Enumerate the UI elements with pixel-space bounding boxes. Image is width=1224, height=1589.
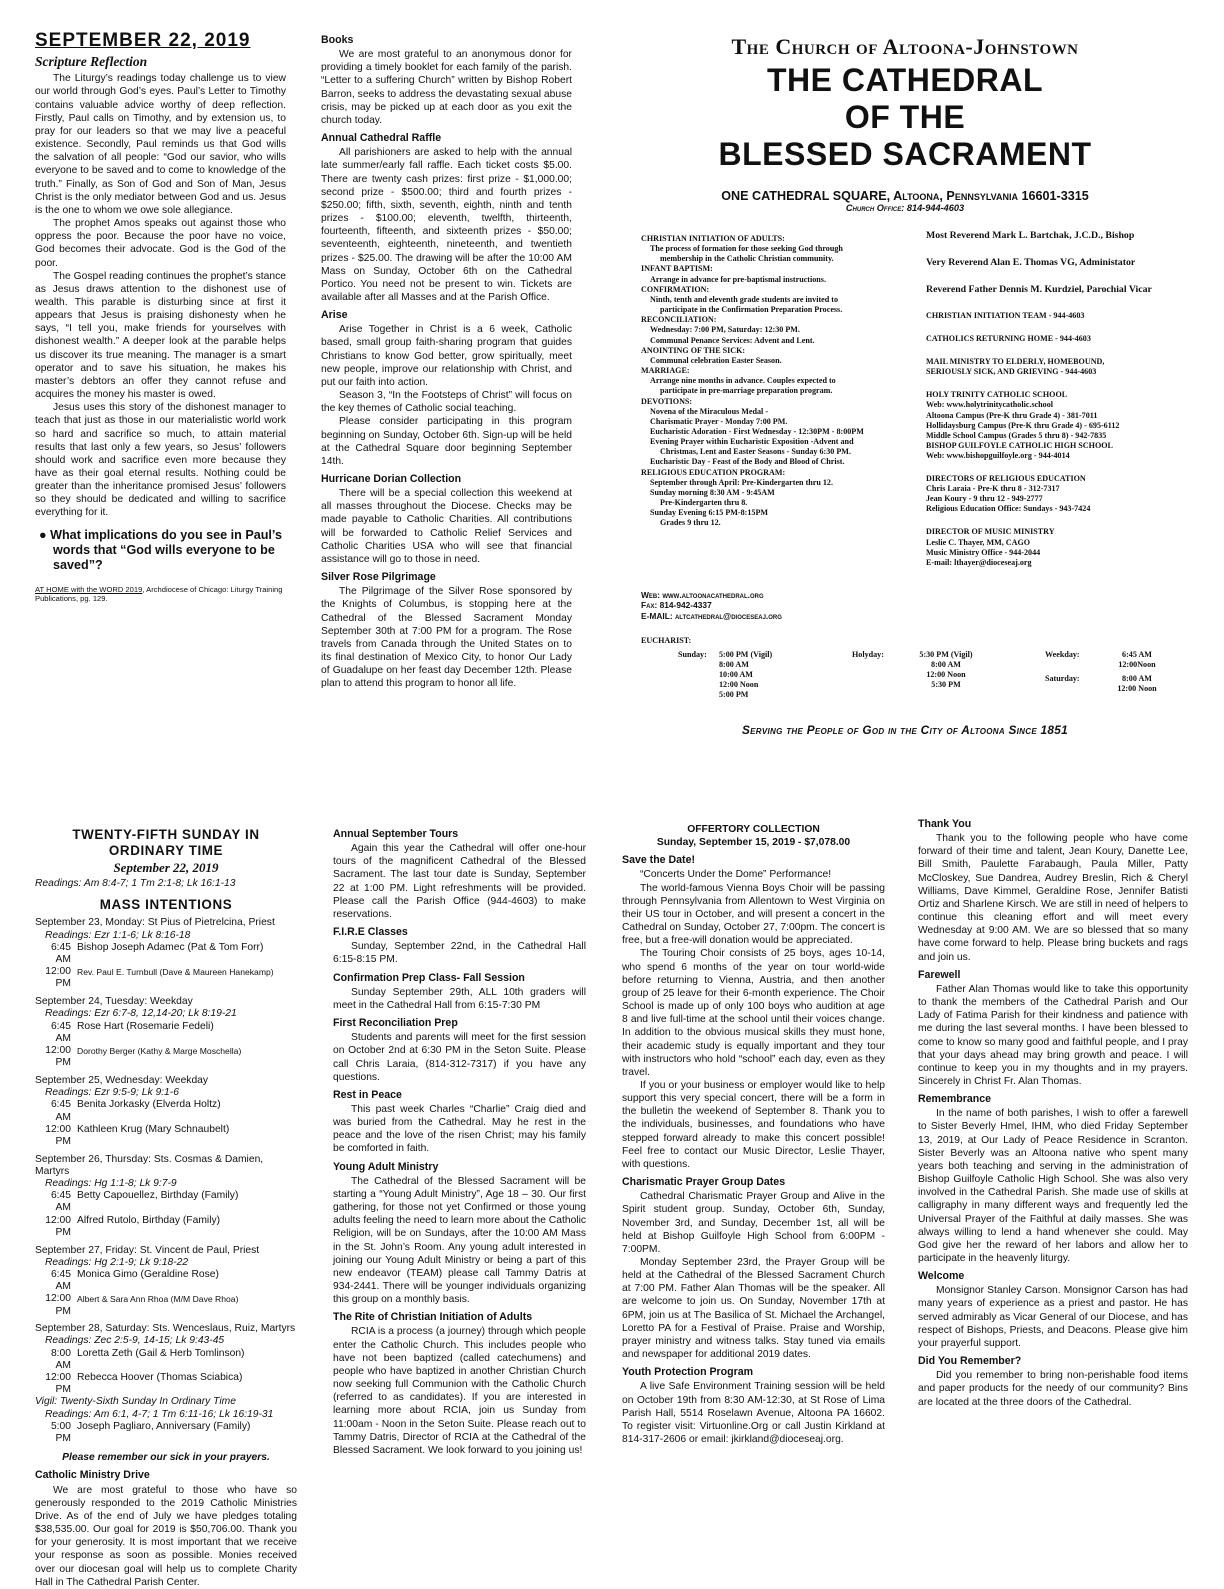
intention-row bbox=[35, 1099, 297, 1123]
directory-line: Wednesday: 7:00 PM, Saturday: 12:30 PM. bbox=[650, 325, 800, 335]
directory-line: Eucharistic Day - Feast of the Body and Blood of Christ. bbox=[650, 457, 845, 467]
sunday-title-2: ORDINARY TIME bbox=[108, 843, 224, 858]
intention-row bbox=[35, 1021, 297, 1045]
section-paragraph: Monday September 23rd, the Prayer Group will be held at the Cathedral of the Blessed Sacrament Church at 7:00 PM. Father Alan Thomas will be the speaker. All are welcome to join us. On Sunday, November 17th at 6PM, join us at The Basilica of St. Michael the Archangel, Loretto PA for a Festival of Praise. Praise and Worship, prayer ministry and witness talks. Stay tuned via emails and newspaper for additional 2019 dates. bbox=[622, 1257, 885, 1361]
cathedral-title-1: THE CATHEDRAL bbox=[766, 62, 1044, 98]
intention-name: Benita Jorkasky (Elverda Holtz) bbox=[77, 1099, 221, 1111]
intention-row bbox=[35, 1372, 297, 1396]
sunday-readings: Readings: Am 8:4-7; 1 Tm 2:1-8; Lk 16:1-13 bbox=[35, 878, 236, 890]
section-paragraph: Cathedral Charismatic Prayer Group and Alive in the Spirit student group. Sunday, October 6th, Sunday, November 3rd, and Sunday, December 1st, all will be held at Bishop Guilfoyle High School from 6:00PM - 7:00PM. bbox=[622, 1191, 885, 1255]
directory-line: Sunday Evening 6:15 PM-8:15PM bbox=[650, 508, 769, 518]
intention-name: Monica Gimo (Geraldine Rose) bbox=[77, 1268, 219, 1280]
intention-time: 12:00 PM bbox=[45, 1123, 71, 1147]
staff-line: BISHOP GUILFOYLE CATHOLIC HIGH SCHOOL bbox=[926, 440, 1113, 450]
reflection-paragraph: The Liturgy’s readings today challenge us to view our world through God’s eyes. Paul’s Letter to Timothy contains valuable advice worthy of deep reflection. Firstly, Paul calls on Timothy, and by extension us, to pray for our leaders so that we may live a peaceful existence. Secondly, Paul reminds us that God wills the salvation of all people: “God our savior, who wills everyone to be saved and to come to knowledge of the truth.” Finally, as Son of God and Son of Man, Jesus Christ is the only mediator between God and us. Jesus is the one to whom we owe sole allegiance. bbox=[35, 73, 286, 216]
staff-line: SERIOUSLY SICK, AND GRIEVING - 944-4603 bbox=[926, 367, 1097, 377]
section-heading: Remembrance bbox=[918, 1093, 992, 1106]
section-paragraph: In the name of both parishes, I wish to offer a farewell to Sister Beverly Hmel, IHM, who died Friday September 13, 2019, at Our Lady of Peace Residence in Scranton. Sister Beverly was an Altoona native who spent many years both teaching and serving in the administration of Bishop Guilfoyle Catholic High School. She was also very involved in the Cathedral Parish. She made use of skills at calligraphy in many different ways and frequently led the Universal Prayer of the Faithful at daily masses. She was always willing to lend a hand whenever she could. May God give her the reward of her labors and allow her to participate in the heavenly liturgy. bbox=[918, 1108, 1188, 1264]
directory-line: The process of formation for those seeking God through bbox=[650, 244, 843, 254]
mass-time: 5:00 PM (Vigil) bbox=[719, 650, 773, 659]
mass-time: 12:00Noon bbox=[1118, 660, 1156, 670]
bulletin-date: SEPTEMBER 22, 2019 bbox=[35, 30, 251, 51]
reflection-title: Scripture Reflection bbox=[35, 54, 148, 70]
section-heading: Did You Remember? bbox=[918, 1355, 1022, 1368]
sunday-label: Sunday: bbox=[678, 650, 707, 659]
staff-line: CHRISTIAN INITIATION TEAM - 944-4603 bbox=[926, 311, 1085, 320]
section-paragraph: A live Safe Environment Training session will be held on October 19th from 8:30 AM-12:30, at St Rose of Lima Parish Hall, 5514 Roselawn Avenue, Altoona PA 16602. To register visit: Virtuonline.Org or call Justin Kirkland at 814-317-2606 or email: jkirkland@dioceseaj.org. bbox=[622, 1381, 885, 1446]
section-paragraph: There will be a special collection this weekend at all masses throughout the Diocese. Checks may be made payable to Catholic Charities. All contributions will be forwarded to Catholic Relief Services and Catholic Charities USA who will see that financial assistance will go to those in need. bbox=[321, 488, 572, 565]
vigil-title: Vigil: Twenty-Sixth Sunday In Ordinary Time bbox=[35, 1396, 236, 1408]
directory-line: CHRISTIAN INITIATION OF ADULTS: bbox=[641, 234, 785, 243]
directory-line: Arrange nine months in advance. Couples expected to bbox=[650, 376, 836, 386]
mass-time: 5:30 PM (Vigil) bbox=[919, 650, 973, 659]
section-heading: Confirmation Prep Class- Fall Session bbox=[333, 971, 525, 984]
intention-row bbox=[35, 1269, 297, 1293]
intention-row bbox=[35, 966, 297, 990]
section-paragraph: All parishioners are asked to help with the annual late summer/early fall raffle. Each ticket costs $5.00. There are twenty cash prizes: first prize - $1,000.00; second prize - $500.00; third and fourth prizes - $250.00; fifth, sixth, seventh, eighth, ninth and tenth prizes - $100.00; eleventh, twelfth, thirteenth, fourteenth, fifteenth, and sixteenth prizes - $50.00; seventeenth, eighteenth, nineteenth, and twentieth prizes - $25.00. The drawing will be after the 10:00 AM Mass on Sunday, October 6th on the Cathedral Portico. You need not be present to win. Tickets are available after all Masses and at the Parish Office. bbox=[321, 147, 572, 303]
saturday-label: Saturday: bbox=[1045, 674, 1080, 683]
intention-row bbox=[35, 1190, 297, 1214]
staff-line: Music Ministry Office - 944-2044 bbox=[926, 547, 1041, 557]
section-heading: Thank You bbox=[918, 818, 972, 830]
section-paragraph: Again this year the Cathedral will offer one-hour tours of the magnificent Cathedral of the Blessed Sacrament. The last tour date is Sunday, September 22 at 1:00 PM. Light refreshments will be provided. Please call the Parish Office (944-4603) to make reservations. bbox=[333, 843, 586, 920]
announcements-column-2 bbox=[333, 823, 586, 1571]
intention-name: Loretta Zeth (Gail & Herb Tomlinson) bbox=[77, 1347, 245, 1359]
sacraments-directory bbox=[641, 234, 911, 529]
intention-day: September 24, Tuesday: Weekday bbox=[35, 996, 193, 1008]
mass-time: 10:00 AM bbox=[719, 670, 753, 680]
mass-time: 12:00 Noon bbox=[1117, 684, 1157, 694]
directory-line: ANOINTING OF THE SICK: bbox=[641, 345, 746, 355]
section-heading: Welcome bbox=[918, 1270, 965, 1283]
mass-intentions-list bbox=[35, 917, 297, 1445]
intention-name: Betty Capouellez, Birthday (Family) bbox=[77, 1190, 239, 1202]
saturday-times bbox=[1097, 674, 1177, 694]
intention-time: 6:45 AM bbox=[50, 1099, 71, 1123]
intention-readings: Readings: Hg 1:1-8; Lk 9:7-9 bbox=[45, 1178, 177, 1190]
intention-time: 12:00 PM bbox=[45, 1045, 71, 1069]
directory-line: participate in pre-marriage preparation program. bbox=[660, 386, 833, 396]
intention-row bbox=[35, 1348, 297, 1372]
intention-day: September 27, Friday: St. Vincent de Paul, Priest bbox=[35, 1244, 260, 1256]
mass-time: 8:00 AM bbox=[931, 660, 961, 670]
directory-line: DEVOTIONS: bbox=[641, 396, 693, 406]
intention-readings: Readings: Zec 2:5-9, 14-15; Lk 9:43-45 bbox=[45, 1335, 225, 1347]
clergy-name: Most Reverend Mark L. Bartchak, J.C.D., Bishop bbox=[926, 230, 1135, 241]
intention-row bbox=[35, 1124, 297, 1148]
directory-line: CONFIRMATION: bbox=[641, 284, 710, 294]
section-paragraph: RCIA is a process (a journey) through which people enter the Catholic Church. This includes people who have not been baptized (called catechumens) and people who have baptized in another Christian Church now seeking full Communion with the Catholic Church (referred to as candidates). If you are interested in learning more about RCIA, join us Sunday from 11:00am - Noon in the Seton Suite. Please reach out to Tammy Datris, Director of RCIA at the Cathedral of the Blessed Sacrament. We look forward to you joining us! bbox=[333, 1326, 586, 1456]
section-paragraph: Season 3, “In the Footsteps of Christ” will focus on the key themes of Catholic social teaching. bbox=[321, 390, 572, 415]
intention-time: 12:00 PM bbox=[45, 1293, 71, 1317]
eucharist-schedule bbox=[641, 636, 1187, 700]
reflection-column bbox=[35, 30, 286, 754]
cathedral-title-3: BLESSED SACRAMENT bbox=[718, 136, 1092, 172]
directory-line: Communal celebration Easter Season. bbox=[650, 355, 782, 365]
section-paragraph: We are most grateful to an anonymous donor for providing a timely booklet for each family of the parish. “Letter to a suffering Church” written by Bishop Robert Barron, seeks to address the devastating sexual abuse crisis, may be picked up at each door as you exit the church today. bbox=[321, 49, 572, 126]
staff-line: DIRECTOR OF MUSIC MINISTRY bbox=[926, 527, 1055, 537]
staff-line: Religious Education Office: Sundays - 943-7424 bbox=[926, 504, 1091, 514]
section-heading: Arise bbox=[321, 309, 348, 322]
section-paragraph: Sunday September 29th, ALL 10th graders will meet in the Cathedral Hall from 6:15-7:30 PM bbox=[333, 986, 586, 1011]
section-heading: Annual September Tours bbox=[333, 828, 459, 840]
intention-row bbox=[35, 1215, 297, 1239]
offertory-title: OFFERTORY COLLECTION bbox=[687, 824, 820, 835]
directory-line: Pre-Kindergarten thru 8. bbox=[660, 498, 748, 508]
citation bbox=[35, 585, 286, 604]
section-paragraph: Father Alan Thomas would like to take this opportunity to thank the members of the Cathedral Parish and Our Lady of Fatima Parish for their kindness and patience with me during the last several months. I have been blessed to come to know so many good and faithful people, and I pray that your days ahead may bring growth and peace. I will continue to keep you in my thoughts and in my prayers. Sincerely in Christ Fr. Alan Thomas. bbox=[918, 983, 1188, 1087]
section-heading: Young Adult Ministry bbox=[333, 1160, 439, 1173]
citation-link[interactable]: AT HOME with the WORD 2019 bbox=[35, 584, 143, 594]
section-heading: Farewell bbox=[918, 968, 961, 981]
section-heading: Rest in Peace bbox=[333, 1088, 402, 1101]
staff-line: CATHOLICS RETURNING HOME - 944-4603 bbox=[926, 334, 1091, 344]
intention-time: 6:45 AM bbox=[50, 941, 71, 966]
intention-name: Rebecca Hoover (Thomas Sciabica) bbox=[77, 1372, 243, 1384]
intention-name: Kathleen Krug (Mary Schnaubelt) bbox=[77, 1123, 230, 1135]
spacer bbox=[926, 377, 1186, 390]
intention-readings: Readings: Ezr 9:5-9; Lk 9:1-6 bbox=[45, 1087, 179, 1099]
spacer bbox=[926, 514, 1186, 527]
section-paragraph: “Concerts Under the Dome” Performance! bbox=[640, 869, 832, 881]
intention-row bbox=[35, 1045, 297, 1069]
section-paragraph: This past week Charles “Charlie” Craig died and was buried from the Cathedral. May he rest in the peace and the love of the risen Christ; may his family be comforted in faith. bbox=[333, 1103, 586, 1155]
contact-line: E-MAIL: altcathedral@dioceseaj.org bbox=[641, 610, 782, 621]
directory-line: RELIGIOUS EDUCATION PROGRAM: bbox=[641, 467, 786, 477]
directory-line: Novena of the Miraculous Medal - bbox=[650, 406, 769, 416]
directory-line: INFANT BAPTISM: bbox=[641, 264, 713, 274]
offertory-amount: Sunday, September 15, 2019 - $7,078.00 bbox=[656, 837, 851, 849]
intention-row bbox=[35, 1293, 297, 1317]
section-heading: F.I.R.E Classes bbox=[333, 926, 408, 939]
sunday-date: September 22, 2019 bbox=[113, 860, 219, 875]
intention-readings: Readings: Ezr 1:1-6; Lk 8:16-18 bbox=[45, 929, 191, 941]
directory-line: Communal Penance Services: Advent and Lent. bbox=[650, 335, 815, 345]
staff-line: Web: www.bishopguilfoyle.org - 944-4014 bbox=[926, 450, 1070, 460]
section-paragraph: Did you remember to bring non-perishable food items and paper products for the needy of our community? Bins are located at the three doors of the Cathedral. bbox=[918, 1370, 1188, 1408]
staff-line: HOLY TRINITY CATHOLIC SCHOOL bbox=[926, 390, 1068, 400]
directory-line: Charismatic Prayer - Monday 7:00 PM. bbox=[650, 416, 788, 426]
announcements-column-4 bbox=[918, 818, 1188, 1571]
intention-name: Albert & Sara Ann Rhoa (M/M Dave Rhoa) bbox=[77, 1294, 239, 1305]
section-heading: Annual Cathedral Raffle bbox=[321, 132, 442, 145]
sick-prayers-note: Please remember our sick in your prayers. bbox=[62, 1452, 270, 1464]
mass-time: 5:30 PM bbox=[931, 680, 961, 690]
holyday-times bbox=[896, 650, 996, 690]
directory-line: Evening Prayer within Eucharistic Exposition -Advent and bbox=[650, 437, 854, 447]
intention-time: 12:00 PM bbox=[45, 1214, 71, 1238]
staff-line: MAIL MINISTRY TO ELDERLY, HOMEBOUND, bbox=[926, 357, 1105, 367]
directory-line: September through April: Pre-Kindergarten thru 12. bbox=[650, 477, 833, 487]
staff-line: Web: www.holytrinitycatholic.school bbox=[926, 400, 1054, 410]
intention-name: Joseph Pagliaro, Anniversary (Family) bbox=[77, 1420, 251, 1432]
directory-line: MARRIAGE: bbox=[641, 366, 690, 376]
intention-time: 8:00 AM bbox=[50, 1347, 71, 1371]
section-paragraph: Monsignor Stanley Carson. Monsignor Carson has had many years of experience as a priest and pastor. He has served admirably as Vicar General of our Diocese, and has respect of Bishops, Priests, and Deacons. Please give him your prayerful support. bbox=[918, 1285, 1188, 1349]
section-paragraph: Students and parents will meet for the first session on October 2nd at 6:30 PM in the Seton Suite. Please call Chris Laraia, (814-312-7317) if you have any questions. bbox=[333, 1032, 586, 1083]
clergy-name: Very Reverend Alan E. Thomas VG, Administator bbox=[926, 257, 1136, 268]
mass-time: 6:45 AM bbox=[1122, 650, 1152, 659]
weekday-label: Weekday: bbox=[1045, 650, 1080, 659]
mass-time: 8:00 AM bbox=[1122, 674, 1152, 683]
sunday-times bbox=[719, 650, 772, 700]
section-heading: Hurricane Dorian Collection bbox=[321, 473, 462, 485]
church-name: The Church of Altoona-Johnstown bbox=[731, 34, 1079, 59]
section-paragraph: The world-famous Vienna Boys Choir will be passing through Pennsylvania from Allentown to West Virginia on their US tour in October, and will present a concert in the Cathedral on Sunday, October 27, 7:00pm. The concert is free, but a free-will donation would be appreciated. bbox=[622, 882, 885, 947]
mass-time: 12:00 Noon bbox=[719, 680, 759, 690]
section-heading: Save the Date! bbox=[622, 854, 696, 867]
drive-text: We are most grateful to those who have so generously responded to the 2019 Catholic Ministries Drive. As of the end of July we have pledges totaling $38,535.00. Our goal for 2019 is $50,706.00. Thank you for your generosity. It is most important that we receive your response as soon as possible. Monies received over our diocesan goal will help us to complete Charity Hall in The Cathedral Parish Center. bbox=[35, 1484, 297, 1588]
staff-line: Hollidaysburg Campus (Pre-K thru Grade 4) - 695-6112 bbox=[926, 420, 1120, 430]
section-heading: Books bbox=[321, 34, 354, 46]
intention-time: 12:00 PM bbox=[45, 1372, 71, 1396]
reflection-paragraph: The Gospel reading continues the prophet’s stance as Jesus draws attention to the dishonest use of wealth. This parable is disturbing since at first it appears that Jesus is praising dishonesty when he says, “I tell you, make friends for yourselves with dishonest wealth.” A deeper look at the parable helps us discover its true meaning. The manager is a smart operator and to save his situation, he makes his master’s debtors an offer they cannot refuse and acquires the money his master is owed. bbox=[35, 270, 286, 401]
spacer bbox=[926, 344, 1186, 357]
directory-line: participate in the Confirmation Preparation Process. bbox=[660, 305, 843, 315]
citation-text: , Archdiocese of Chicago: Liturgy Training Publications, pg. 129. bbox=[35, 584, 283, 604]
section-heading: The Rite of Christian Initiation of Adults bbox=[333, 1311, 533, 1324]
mass-time: 5:00 PM bbox=[719, 690, 749, 700]
intention-name: Alfred Rutolo, Birthday (Family) bbox=[77, 1214, 221, 1226]
intention-name: Rose Hart (Rosemarie Fedeli) bbox=[77, 1020, 214, 1032]
announcements-column-1 bbox=[321, 34, 572, 750]
drive-heading: Catholic Ministry Drive bbox=[35, 1469, 150, 1482]
directory-line: Christmas, Lent and Easter Seasons - Sunday 6:30 PM. bbox=[660, 447, 851, 457]
directory-line: Eucharistic Adoration - First Wednesday - 12:30PM - 8:00PM bbox=[650, 426, 864, 436]
reflection-paragraph: Jesus uses this story of the dishonest manager to teach that just as those in our materialistic world work so hard and sacrifice so much, to attain material results that last only a few years, so Jesus’ followers should work and sacrifice even more because they have as their goal eternal results. Nothing could be greater than the inheritance promised Jesus’ followers so they should be dedicated and willing to sacrifice everything for it. bbox=[35, 402, 286, 519]
staff-line: Jean Koury - 9 thru 12 - 949-2777 bbox=[926, 494, 1043, 504]
col5-sections bbox=[622, 854, 885, 1446]
masthead bbox=[622, 34, 1188, 213]
staff-directory bbox=[926, 230, 1186, 568]
intention-day-block bbox=[35, 1154, 297, 1239]
mass-time: 8:00 AM bbox=[719, 660, 749, 670]
contact-line: Fax: 814-942-4337 bbox=[641, 600, 712, 611]
intention-day-block bbox=[35, 1075, 297, 1148]
section-paragraph: If you or your business or employer would like to help support this very special concert, there will be a form in the bulletin the weekend of September 8. Thank you to the individuals, businesses, and foundations who have stepped forward already to make this concert possible! Feel free to contact our Music Director, Leslie Thayer, with questions. bbox=[622, 1079, 885, 1170]
directory-line: RECONCILIATION: bbox=[641, 315, 717, 325]
section-paragraph: The Cathedral of the Blessed Sacrament will be starting a “Young Adult Ministry”, Age 18 – 30. Our first gathering, for those not yet Confirmed or those young adults feeling the need to learn more about the Catholic Religion, will be on Sundays, after the 10:00 AM Mass in the St. John’s Room. Any young adult interested in joining our Young Adult Ministry or being a part of this new endeavor (TEAM) please call Tammy Datris at 934-2441. There will be younger individuals organizing this group on a monthly basis. bbox=[333, 1175, 587, 1306]
section-paragraph: Arise Together in Christ is a 6 week, Catholic based, small group faith-sharing program that guides Christians to know God better, grow spiritually, meet new people, improve our relationship with Christ, and put our faith into action. bbox=[321, 324, 572, 388]
intention-day-block bbox=[35, 1245, 297, 1318]
staff-line: E-mail: lthayer@dioceseaj.org bbox=[926, 557, 1032, 567]
intention-time: 6:45 AM bbox=[50, 1190, 71, 1214]
mass-time: 12:00 Noon bbox=[926, 670, 966, 680]
staff-line: Middle School Campus (Grades 5 thru 8) - 942-7835 bbox=[926, 430, 1107, 440]
section-paragraph: Thank you to the following people who have come forward of their time and talent, Jean Koury, Danette Lee, Bill Smith, Paulette Farabaugh, Paula Miller, Patty McCloskey, Sue Dandrea, Audrey Breslin, Rich & Cheryl Williams, Dave Kimmel, Geraldine Rose, Jennifer Batisti Ortiz and Sharlene Kirsch. We are still in need of helpers to continue this cleaning effort and will meet every Wednesday at 9:00 AM. We are so blessed that so many have come forward to help. Please bring buckets and rags and join us. bbox=[918, 833, 1188, 963]
reflection-question: ● What implications do you see in Paul’s words that “God wills everyone to be saved”? bbox=[39, 527, 282, 572]
intention-day-block bbox=[35, 1323, 297, 1445]
section-heading: Youth Protection Program bbox=[622, 1366, 754, 1379]
eucharist-label: EUCHARIST: bbox=[641, 636, 692, 645]
cathedral-address: ONE CATHEDRAL SQUARE, Altoona, Pennsylvania 16601-3315 bbox=[721, 189, 1089, 203]
section-paragraph: The Pilgrimage of the Silver Rose sponsored by the Knights of Columbus, is stopping here at the Cathedral of the Blessed Sacrament Monday September 30th at 7:00 PM for a program. The Rose travels from Canada through the United States on to its final destination of Mexico City, to honor Our Lady of Guadalupe on her feast day December 12th. Please plan to attend this program to honor all life. bbox=[321, 586, 572, 690]
spacer bbox=[926, 461, 1186, 474]
section-heading: First Reconciliation Prep bbox=[333, 1017, 458, 1030]
mass-intentions-column bbox=[35, 823, 297, 1588]
mass-intentions-title: MASS INTENTIONS bbox=[99, 897, 233, 913]
vigil-readings: Readings: Am 6:1, 4-7; 1 Tm 6:11-16; Lk 16:19-31 bbox=[45, 1408, 274, 1420]
section-heading: Charismatic Prayer Group Dates bbox=[622, 1176, 786, 1189]
section-paragraph: Sunday, September 22nd, in the Cathedral Hall 6:15-8:15 PM. bbox=[333, 941, 586, 966]
sunday-title-1: TWENTY-FIFTH SUNDAY IN bbox=[72, 827, 260, 842]
intention-time: 6:45 AM bbox=[50, 1020, 71, 1044]
directory-line: membership in the Catholic Christian community. bbox=[660, 254, 834, 264]
announcements-column-3 bbox=[622, 823, 885, 1571]
intention-day: September 25, Wednesday: Weekday bbox=[35, 1074, 209, 1086]
staff-line: Chris Laraia - Pre-K thru 8 - 312-7317 bbox=[926, 484, 1060, 494]
intention-time: 5:00 PM bbox=[50, 1420, 71, 1445]
intention-name: Bishop Joseph Adamec (Pat & Tom Forr) bbox=[77, 941, 264, 953]
serving-tagline: Serving the People of God in the City of Altoona Since 1851 bbox=[742, 723, 1068, 737]
directory-line: Sunday morning 8:30 AM - 9:45AM bbox=[650, 487, 775, 497]
reflection-body bbox=[35, 72, 286, 519]
section-heading: Silver Rose Pilgrimage bbox=[321, 571, 436, 584]
intention-day-block bbox=[35, 996, 297, 1069]
church-office-phone: Church Office: 814-944-4603 bbox=[845, 203, 965, 213]
spacer bbox=[926, 321, 1186, 334]
clergy-name: Reverend Father Dennis M. Kurdziel, Parochial Vicar bbox=[926, 284, 1152, 295]
intention-day: September 28, Saturday: Sts. Wenceslaus, Ruiz, Martyrs bbox=[35, 1323, 296, 1335]
directory-line: Grades 9 thru 12. bbox=[660, 518, 721, 528]
section-paragraph: Please consider participating in this program beginning on Sunday, October 6th. Sign-up will be held at the Cathedral Square door beginning September 14th. bbox=[321, 416, 572, 467]
staff-line: Altoona Campus (Pre-K thru Grade 4) - 381-7011 bbox=[926, 410, 1098, 420]
intention-time: 12:00 PM bbox=[45, 966, 71, 990]
intention-time: 6:45 AM bbox=[50, 1268, 71, 1293]
directory-line: Arrange in advance for pre-baptismal instructions. bbox=[650, 274, 826, 284]
weekday-times bbox=[1097, 650, 1177, 670]
intention-name: Dorothy Berger (Kathy & Marge Moschella) bbox=[77, 1046, 242, 1056]
intention-day-block bbox=[35, 917, 297, 990]
intention-name: Rev. Paul E. Turnbull (Dave & Maureen Hanekamp) bbox=[77, 967, 274, 978]
intention-row bbox=[35, 942, 297, 966]
contact-info bbox=[641, 590, 782, 621]
staff-line: DIRECTORS OF RELIGIOUS EDUCATION bbox=[926, 474, 1086, 484]
intention-day: September 26, Thursday: Sts. Cosmas & Damien, Martyrs bbox=[35, 1153, 264, 1177]
holyday-label: Holyday: bbox=[852, 650, 884, 659]
intention-day: September 23, Monday: St Pius of Pietrelcina, Priest bbox=[35, 917, 275, 929]
contact-line: Web: www.altoonacathedral.org bbox=[641, 590, 764, 600]
cathedral-title-2: OF THE bbox=[844, 99, 966, 135]
intention-readings: Readings: Ezr 6:7-8, 12,14-20; Lk 8:19-21 bbox=[45, 1008, 237, 1020]
directory-line: Ninth, tenth and eleventh grade students are invited to bbox=[650, 294, 839, 304]
intention-readings: Readings: Hg 2:1-9; Lk 9:18-22 bbox=[45, 1256, 189, 1268]
reflection-paragraph: The prophet Amos speaks out against those who oppress the poor. Because the poor have no voice, God becomes their advocate. God is the God of the poor. bbox=[35, 218, 286, 269]
staff-line: Leslie C. Thayer, MM, CAGO bbox=[926, 537, 1031, 547]
intention-row bbox=[35, 1421, 297, 1445]
section-paragraph: The Touring Choir consists of 25 boys, ages 10-14, who spend 6 months of the year on tour world-wide before returning to Vienna, Austria, and then another group of 25 leave for their 6-month experience. The Choir School is made up of only 100 boys who audition at age 8 and live full-time at the school until their voices change. In addition to the obvious musical skills they must hone, their academic study is equally important and they tour with instructors who hold “school” each day, even as they travel. bbox=[622, 948, 885, 1078]
